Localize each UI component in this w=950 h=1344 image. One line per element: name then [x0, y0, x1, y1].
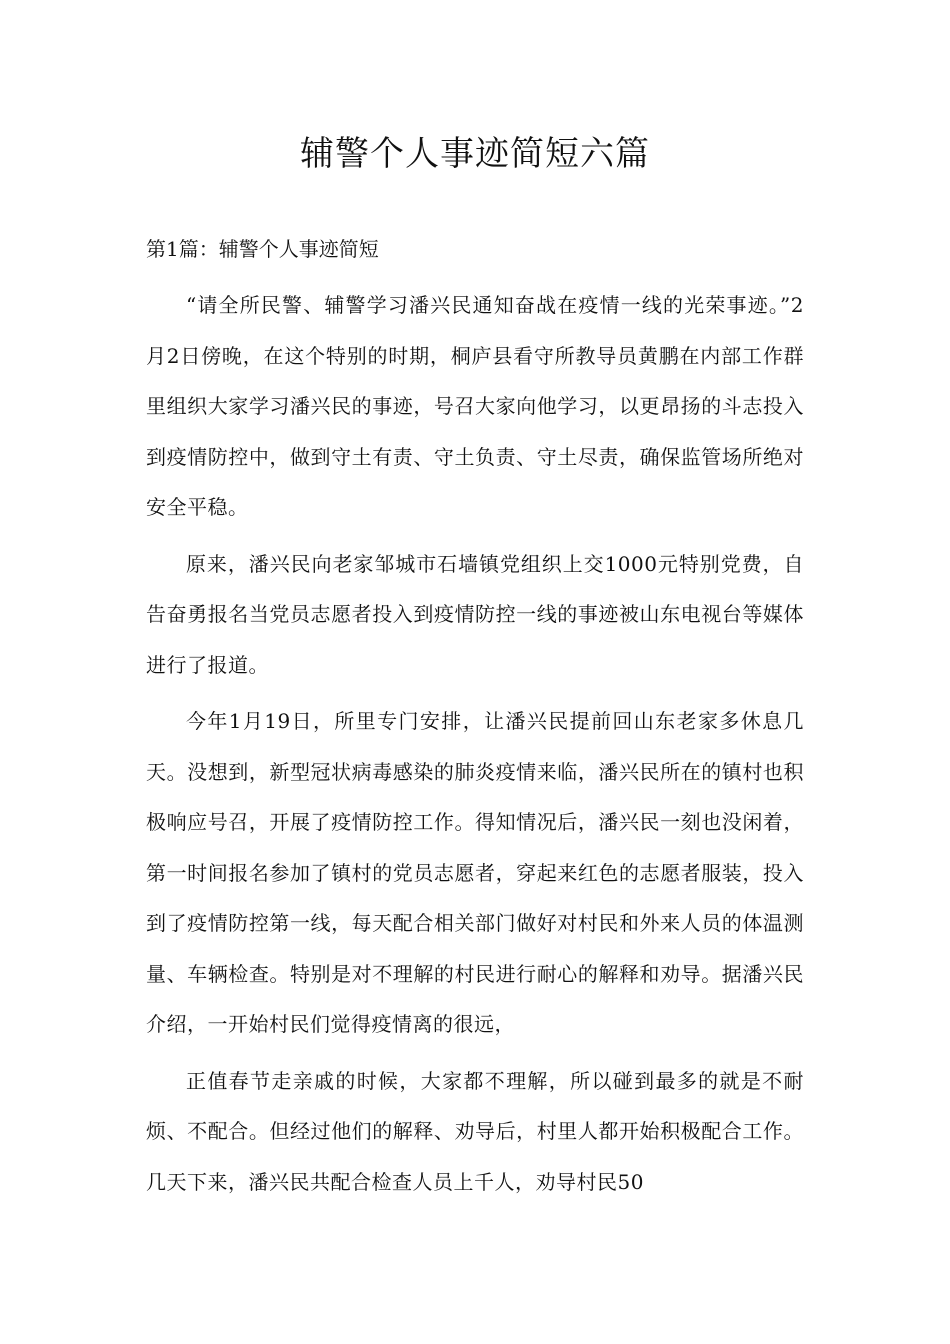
document-title: 辅警个人事迹简短六篇 [300, 134, 650, 174]
paragraph-4: 正值春节走亲戚的时候，大家都不理解，所以碰到最多的就是不耐烦、不配合。但经过他们的解释、劝导后，村里人都开始积极配合工作。几天下来，潘兴民共配合检查人员上千人，劝导村民50 [146, 1068, 804, 1194]
paragraph-3: 今年1月19日，所里专门安排，让潘兴民提前回山东老家多休息几天。没想到，新型冠状病毒感染的肺炎疫情来临，潘兴民所在的镇村也积极响应号召，开展了疫情防控工作。得知情况后，潘兴民一刻也没闲着，第一时间报名参加了镇村的党员志愿者，穿起来红色的志愿者服装，投入到了疫情防控第一线，每天配合相关部门做好对村民和外来人员的体温测量、车辆检查。特别是对不理解的村民进行耐心的解释和劝导。据潘兴民介绍，一开始村民们觉得疫情离的很远， [146, 709, 804, 1036]
paragraph-1: “请全所民警、辅警学习潘兴民通知奋战在疫情一线的光荣事迹。”2月2日傍晚，在这个特别的时期，桐庐县看守所教导员黄鹏在内部工作群里组织大家学习潘兴民的事迹，号召大家向他学习，以更昂扬的斗志投入到疫情防控中，做到守土有责、守土负责、守土尽责，确保监管场所绝对安全平稳。 [146, 293, 804, 519]
section-heading: 第1篇：辅警个人事迹简短 [146, 237, 379, 261]
paragraph-2: 原来，潘兴民向老家邹城市石墙镇党组织上交1000元特别党费，自告奋勇报名当党员志愿者投入到疫情防控一线的事迹被山东电视台等媒体进行了报道。 [146, 551, 804, 677]
